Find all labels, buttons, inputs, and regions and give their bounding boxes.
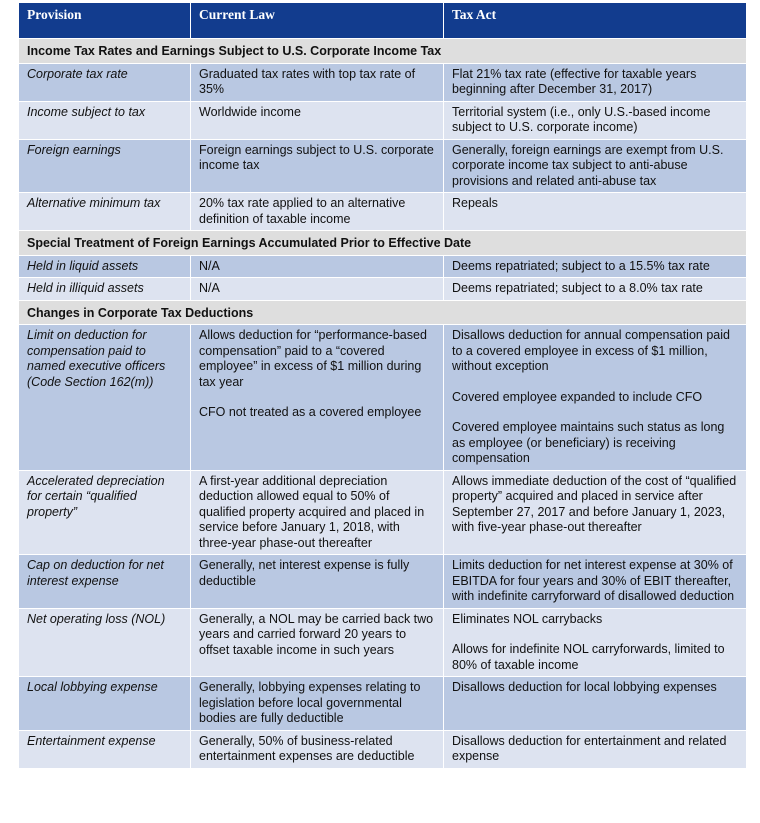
cell-paragraph: Worldwide income: [199, 104, 301, 119]
table-row: [19, 278, 747, 301]
table-row: [19, 470, 747, 555]
current-law-cell: [191, 101, 444, 139]
provision-cell: Entertainment expense: [19, 730, 191, 768]
tax-act-cell: [444, 63, 747, 101]
table-row: [19, 608, 747, 677]
cell-paragraph: Disallows deduction for entertainment and related expense: [452, 733, 727, 763]
provision-cell: Held in illiquid assets: [19, 278, 191, 301]
cell-paragraph: Allows immediate deduction of the cost of “qualified property” acquired and placed in service after September 27, 2017 and before January 1, 2023, with five-year phase-out thereafter: [452, 473, 737, 534]
current-law-cell: [191, 63, 444, 101]
tax-act-cell: [444, 139, 747, 193]
cell-paragraph: N/A: [199, 258, 220, 273]
current-law-cell: [191, 278, 444, 301]
provision-cell: Foreign earnings: [19, 139, 191, 193]
provision-cell: Income subject to tax: [19, 101, 191, 139]
provision-cell: Accelerated depreciation for certain “qualified property”: [19, 470, 191, 555]
section-header-row: [19, 39, 747, 64]
tax-act-cell: [444, 193, 747, 231]
table-row: [19, 63, 747, 101]
cell-paragraph: A first-year additional depreciation deduction allowed equal to 50% of qualified property acquired and placed in service before January 1, 2018, with three-year phase-out thereafter: [199, 473, 425, 550]
cell-paragraph: Generally, 50% of business-related entertainment expenses are deductible: [199, 733, 415, 763]
table-row: [19, 325, 747, 471]
tax-comparison-table: [18, 2, 747, 769]
tax-act-cell: [444, 278, 747, 301]
cell-paragraph: Generally, net interest expense is fully deductible: [199, 558, 410, 588]
header-row: [19, 3, 747, 39]
current-law-cell: [191, 470, 444, 555]
cell-paragraph: Generally, lobbying expenses relating to legislation before local governmental bodies are fully deductible: [199, 680, 421, 725]
table-row: [19, 677, 747, 731]
provision-cell: Alternative minimum tax: [19, 193, 191, 231]
cell-paragraph: N/A: [199, 281, 220, 295]
tax-act-cell: [444, 730, 747, 768]
table-row: [19, 139, 747, 193]
cell-paragraph: Eliminates NOL carrybacks: [452, 611, 603, 626]
tax-act-cell: [444, 470, 747, 555]
tax-act-cell: [444, 101, 747, 139]
tax-act-cell: [444, 255, 747, 278]
table-row: [19, 101, 747, 139]
provision-cell: Cap on deduction for net interest expense: [19, 555, 191, 609]
header-current-law: Current Law: [191, 3, 444, 39]
header-tax-act: Tax Act: [444, 3, 747, 39]
tax-act-cell: [444, 555, 747, 609]
provision-cell: Net operating loss (NOL): [19, 608, 191, 677]
section-title: Changes in Corporate Tax Deductions: [19, 300, 747, 325]
header-provision: Provision: [19, 3, 191, 39]
cell-paragraph: 20% tax rate applied to an alternative definition of taxable income: [199, 196, 406, 226]
cell-paragraph: Covered employee expanded to include CFO: [452, 389, 703, 404]
tax-act-cell: [444, 608, 747, 677]
cell-paragraph: Disallows deduction for annual compensation paid to a covered employee in excess of $1 million, without exception: [452, 328, 730, 373]
cell-paragraph: Deems repatriated; subject to a 8.0% tax rate: [452, 281, 703, 295]
table-row: [19, 255, 747, 278]
cell-paragraph: Deems repatriated; subject to a 15.5% tax rate: [452, 258, 710, 273]
tax-act-cell: [444, 325, 747, 471]
current-law-cell: [191, 193, 444, 231]
provision-cell: Held in liquid assets: [19, 255, 191, 278]
current-law-cell: [191, 555, 444, 609]
current-law-cell: [191, 677, 444, 731]
provision-cell: Corporate tax rate: [19, 63, 191, 101]
cell-paragraph: CFO not treated as a covered employee: [199, 405, 422, 419]
table-row: [19, 730, 747, 768]
cell-paragraph: Allows for indefinite NOL carryforwards, limited to 80% of taxable income: [452, 642, 725, 672]
cell-paragraph: Disallows deduction for local lobbying expenses: [452, 680, 717, 694]
current-law-cell: [191, 325, 444, 471]
cell-paragraph: Limits deduction for net interest expense at 30% of EBITDA for four years and 30% of EBIT thereafter, with indefinite carryforward of disallowed deduction: [452, 558, 735, 603]
section-title: Special Treatment of Foreign Earnings Accumulated Prior to Effective Date: [19, 231, 747, 256]
cell-paragraph: Territorial system (i.e., only U.S.-based income subject to U.S. corporate income): [452, 104, 711, 134]
current-law-cell: [191, 608, 444, 677]
current-law-cell: [191, 255, 444, 278]
table-row: [19, 555, 747, 609]
cell-paragraph: Graduated tax rates with top tax rate of 35%: [199, 66, 416, 96]
cell-paragraph: Repeals: [452, 196, 498, 210]
current-law-cell: [191, 730, 444, 768]
cell-paragraph: Foreign earnings subject to U.S. corporate income tax: [199, 142, 434, 172]
cell-paragraph: Generally, a NOL may be carried back two years and carried forward 20 years to offset taxable income in such years: [199, 611, 434, 657]
table-body: [19, 39, 747, 769]
table-row: [19, 193, 747, 231]
provision-cell: Limit on deduction for compensation paid to named executive officers (Code Section 162(m)): [19, 325, 191, 471]
cell-paragraph: Allows deduction for “performance-based compensation” paid to a “covered employee” in excess of $1 million during tax year: [199, 328, 427, 389]
current-law-cell: [191, 139, 444, 193]
cell-paragraph: Covered employee maintains such status as long as employee (or beneficiary) is receiving compensation: [452, 420, 725, 465]
section-header-row: [19, 300, 747, 325]
cell-paragraph: Generally, foreign earnings are exempt from U.S. corporate income tax subject to anti-abuse provisions and related anti-abuse tax: [452, 142, 724, 188]
tax-act-cell: [444, 677, 747, 731]
cell-paragraph: Flat 21% tax rate (effective for taxable years beginning after December 31, 2017): [452, 66, 697, 96]
section-header-row: [19, 231, 747, 256]
section-title: Income Tax Rates and Earnings Subject to U.S. Corporate Income Tax: [19, 39, 747, 64]
provision-cell: Local lobbying expense: [19, 677, 191, 731]
